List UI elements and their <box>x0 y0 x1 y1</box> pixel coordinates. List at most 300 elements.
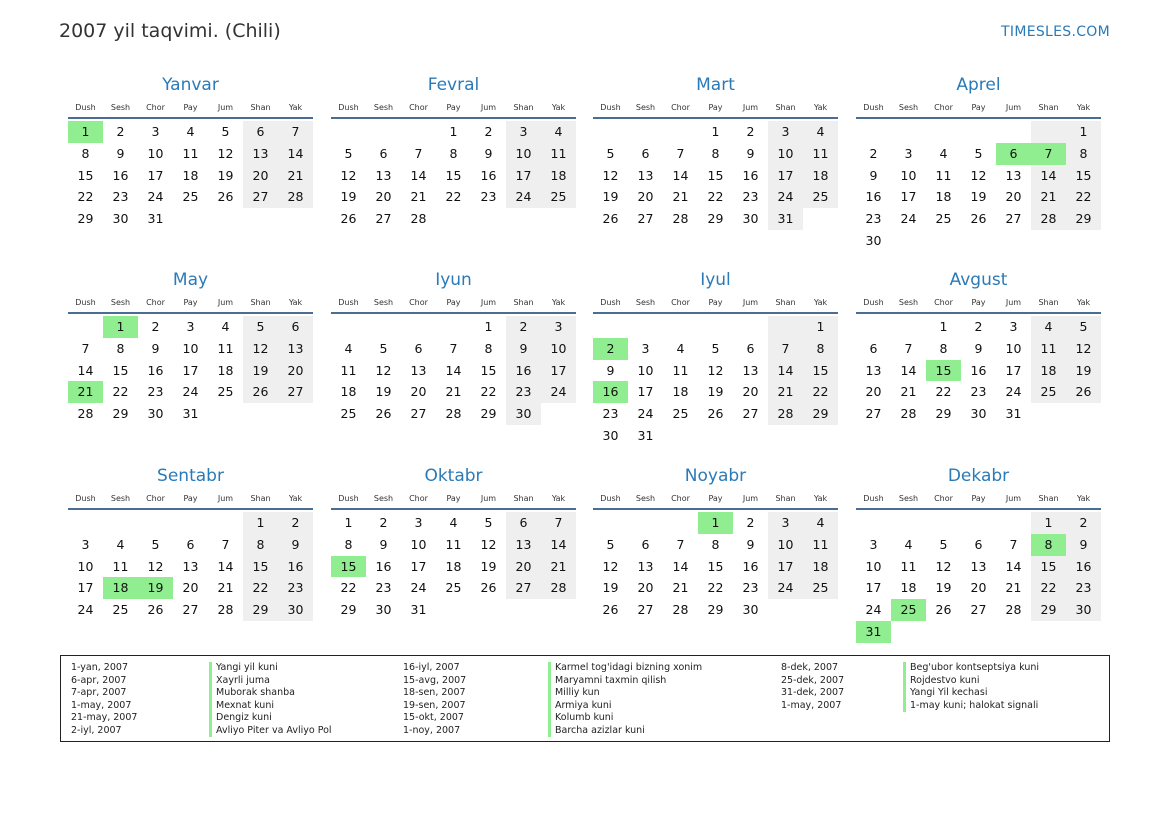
day-cell[interactable]: 20 <box>637 189 654 205</box>
day-cell[interactable]: 2 <box>278 512 313 534</box>
day-cell[interactable]: 16 <box>593 381 628 403</box>
day-cell[interactable]: 1 <box>243 512 278 534</box>
day-cell[interactable]: 26 <box>340 211 357 227</box>
day-cell[interactable]: 23 <box>147 384 164 400</box>
day-cell[interactable]: 28 <box>900 406 917 422</box>
day-cell[interactable]: 22 <box>707 189 724 205</box>
day-cell[interactable]: 27 <box>865 406 882 422</box>
day-cell[interactable]: 14 <box>217 558 234 574</box>
day-cell[interactable]: 8 <box>449 145 458 161</box>
day-cell[interactable]: 7 <box>449 340 458 356</box>
day-cell[interactable]: 2 <box>506 316 541 338</box>
day-cell[interactable]: 3 <box>506 121 541 143</box>
day-cell[interactable]: 11 <box>672 362 689 378</box>
day-cell[interactable]: 21 <box>768 381 803 403</box>
day-cell[interactable]: 8 <box>116 340 125 356</box>
day-cell[interactable]: 12 <box>602 167 619 183</box>
day-cell[interactable]: 24 <box>506 186 541 208</box>
day-cell[interactable]: 23 <box>742 189 759 205</box>
day-cell[interactable]: 9 <box>1066 534 1101 556</box>
day-cell[interactable]: 25 <box>541 186 576 208</box>
day-cell[interactable]: 4 <box>803 121 838 143</box>
day-cell[interactable]: 20 <box>1005 189 1022 205</box>
day-cell[interactable]: 11 <box>541 143 576 165</box>
day-cell[interactable]: 1 <box>103 316 138 338</box>
day-cell[interactable]: 10 <box>637 362 654 378</box>
day-cell[interactable]: 2 <box>151 319 160 334</box>
day-cell[interactable]: 7 <box>904 340 913 356</box>
day-cell[interactable]: 10 <box>541 338 576 360</box>
day-cell[interactable]: 26 <box>147 602 164 618</box>
day-cell[interactable]: 14 <box>541 534 576 556</box>
day-cell[interactable]: 15 <box>331 556 366 578</box>
day-cell[interactable]: 10 <box>410 536 427 552</box>
day-cell[interactable]: 6 <box>414 340 423 356</box>
day-cell[interactable]: 15 <box>1066 165 1101 187</box>
day-cell[interactable]: 8 <box>81 145 90 161</box>
day-cell[interactable]: 21 <box>672 580 689 596</box>
day-cell[interactable]: 27 <box>506 577 541 599</box>
day-cell[interactable]: 9 <box>974 340 983 356</box>
day-cell[interactable]: 25 <box>935 211 952 227</box>
day-cell[interactable]: 4 <box>1031 316 1066 338</box>
day-cell[interactable]: 15 <box>112 362 129 378</box>
day-cell[interactable]: 2 <box>746 124 755 139</box>
day-cell[interactable]: 20 <box>410 384 427 400</box>
day-cell[interactable]: 12 <box>243 338 278 360</box>
day-cell[interactable]: 14 <box>1031 165 1066 187</box>
day-cell[interactable]: 27 <box>375 211 392 227</box>
day-cell[interactable]: 14 <box>672 558 689 574</box>
day-cell[interactable]: 15 <box>77 167 94 183</box>
day-cell[interactable]: 16 <box>278 556 313 578</box>
day-cell[interactable]: 16 <box>1066 556 1101 578</box>
day-cell[interactable]: 19 <box>602 189 619 205</box>
day-cell[interactable]: 25 <box>445 580 462 596</box>
day-cell[interactable]: 9 <box>151 340 160 356</box>
day-cell[interactable]: 22 <box>480 384 497 400</box>
day-cell[interactable]: 21 <box>672 189 689 205</box>
day-cell[interactable]: 12 <box>970 167 987 183</box>
day-cell[interactable]: 16 <box>506 360 541 382</box>
day-cell[interactable]: 20 <box>742 384 759 400</box>
day-cell[interactable]: 21 <box>1031 186 1066 208</box>
day-cell[interactable]: 24 <box>147 189 164 205</box>
day-cell[interactable]: 26 <box>375 406 392 422</box>
day-cell[interactable]: 1 <box>449 124 458 139</box>
day-cell[interactable]: 9 <box>484 145 493 161</box>
day-cell[interactable]: 27 <box>970 602 987 618</box>
day-cell[interactable]: 16 <box>147 362 164 378</box>
day-cell[interactable]: 11 <box>340 362 357 378</box>
day-cell[interactable]: 26 <box>480 580 497 596</box>
day-cell[interactable]: 26 <box>243 381 278 403</box>
day-cell[interactable]: 25 <box>182 189 199 205</box>
day-cell[interactable]: 10 <box>768 534 803 556</box>
day-cell[interactable]: 4 <box>449 515 458 530</box>
day-cell[interactable]: 8 <box>1066 143 1101 165</box>
day-cell[interactable]: 29 <box>243 599 278 621</box>
day-cell[interactable]: 8 <box>243 534 278 556</box>
day-cell[interactable]: 5 <box>484 515 493 530</box>
day-cell[interactable]: 6 <box>746 340 755 356</box>
day-cell[interactable]: 29 <box>707 602 724 618</box>
day-cell[interactable]: 28 <box>768 403 803 425</box>
day-cell[interactable]: 27 <box>1005 211 1022 227</box>
day-cell[interactable]: 3 <box>81 536 90 552</box>
day-cell[interactable]: 28 <box>1005 602 1022 618</box>
day-cell[interactable]: 8 <box>711 145 720 161</box>
day-cell[interactable]: 6 <box>506 512 541 534</box>
day-cell[interactable]: 17 <box>637 384 654 400</box>
day-cell[interactable]: 19 <box>138 577 173 599</box>
day-cell[interactable]: 14 <box>445 362 462 378</box>
day-cell[interactable]: 26 <box>602 211 619 227</box>
day-cell[interactable]: 20 <box>243 165 278 187</box>
day-cell[interactable]: 29 <box>1066 208 1101 230</box>
day-cell[interactable]: 22 <box>445 189 462 205</box>
day-cell[interactable]: 17 <box>506 165 541 187</box>
day-cell[interactable]: 18 <box>803 556 838 578</box>
day-cell[interactable]: 23 <box>506 381 541 403</box>
day-cell[interactable]: 29 <box>707 211 724 227</box>
day-cell[interactable]: 16 <box>970 362 987 378</box>
day-cell[interactable]: 6 <box>974 536 983 552</box>
day-cell[interactable]: 6 <box>278 316 313 338</box>
day-cell[interactable]: 7 <box>676 536 685 552</box>
day-cell[interactable]: 6 <box>379 145 388 161</box>
day-cell[interactable]: 11 <box>182 145 199 161</box>
day-cell[interactable]: 9 <box>379 536 388 552</box>
day-cell[interactable]: 23 <box>480 189 497 205</box>
day-cell[interactable]: 13 <box>410 362 427 378</box>
day-cell[interactable]: 5 <box>939 536 948 552</box>
day-cell[interactable]: 21 <box>445 384 462 400</box>
day-cell[interactable]: 31 <box>1005 406 1022 422</box>
day-cell[interactable]: 27 <box>243 186 278 208</box>
day-cell[interactable]: 3 <box>904 145 913 161</box>
day-cell[interactable]: 4 <box>541 121 576 143</box>
day-cell[interactable]: 3 <box>869 536 878 552</box>
day-cell[interactable]: 16 <box>742 167 759 183</box>
day-cell[interactable]: 18 <box>445 558 462 574</box>
day-cell[interactable]: 18 <box>803 165 838 187</box>
day-cell[interactable]: 12 <box>147 558 164 574</box>
day-cell[interactable]: 2 <box>869 145 878 161</box>
day-cell[interactable]: 5 <box>606 145 615 161</box>
day-cell[interactable]: 15 <box>243 556 278 578</box>
day-cell[interactable]: 2 <box>484 124 493 139</box>
day-cell[interactable]: 18 <box>1031 360 1066 382</box>
day-cell[interactable]: 23 <box>865 211 882 227</box>
day-cell[interactable]: 24 <box>541 381 576 403</box>
day-cell[interactable]: 3 <box>186 319 195 334</box>
day-cell[interactable]: 19 <box>935 580 952 596</box>
day-cell[interactable]: 18 <box>900 580 917 596</box>
day-cell[interactable]: 24 <box>182 384 199 400</box>
day-cell[interactable]: 11 <box>1031 338 1066 360</box>
day-cell[interactable]: 1 <box>1066 121 1101 143</box>
day-cell[interactable]: 22 <box>935 384 952 400</box>
day-cell[interactable]: 3 <box>768 121 803 143</box>
day-cell[interactable]: 11 <box>112 558 129 574</box>
day-cell[interactable]: 30 <box>742 602 759 618</box>
day-cell[interactable]: 30 <box>1066 599 1101 621</box>
day-cell[interactable]: 19 <box>340 189 357 205</box>
day-cell[interactable]: 31 <box>182 406 199 422</box>
day-cell[interactable]: 25 <box>340 406 357 422</box>
day-cell[interactable]: 8 <box>484 340 493 356</box>
day-cell[interactable]: 19 <box>1066 360 1101 382</box>
day-cell[interactable]: 12 <box>707 362 724 378</box>
day-cell[interactable]: 31 <box>637 427 654 443</box>
day-cell[interactable]: 1 <box>698 512 733 534</box>
day-cell[interactable]: 17 <box>541 360 576 382</box>
day-cell[interactable]: 2 <box>379 515 388 530</box>
day-cell[interactable]: 6 <box>996 143 1031 165</box>
day-cell[interactable]: 12 <box>340 167 357 183</box>
day-cell[interactable]: 7 <box>1009 536 1018 552</box>
day-cell[interactable]: 5 <box>344 145 353 161</box>
day-cell[interactable]: 3 <box>541 316 576 338</box>
day-cell[interactable]: 28 <box>278 186 313 208</box>
day-cell[interactable]: 27 <box>410 406 427 422</box>
day-cell[interactable]: 31 <box>410 602 427 618</box>
day-cell[interactable]: 13 <box>182 558 199 574</box>
day-cell[interactable]: 24 <box>410 580 427 596</box>
day-cell[interactable]: 25 <box>672 406 689 422</box>
day-cell[interactable]: 22 <box>803 381 838 403</box>
day-cell[interactable]: 19 <box>602 580 619 596</box>
day-cell[interactable]: 13 <box>243 143 278 165</box>
day-cell[interactable]: 8 <box>939 340 948 356</box>
day-cell[interactable]: 11 <box>935 167 952 183</box>
day-cell[interactable]: 26 <box>217 189 234 205</box>
day-cell[interactable]: 31 <box>768 208 803 230</box>
day-cell[interactable]: 30 <box>865 232 882 248</box>
day-cell[interactable]: 27 <box>742 406 759 422</box>
day-cell[interactable]: 5 <box>711 340 720 356</box>
day-cell[interactable]: 2 <box>974 319 983 334</box>
day-cell[interactable]: 22 <box>243 577 278 599</box>
day-cell[interactable]: 6 <box>641 536 650 552</box>
day-cell[interactable]: 10 <box>506 143 541 165</box>
day-cell[interactable]: 11 <box>445 536 462 552</box>
day-cell[interactable]: 12 <box>935 558 952 574</box>
day-cell[interactable]: 16 <box>480 167 497 183</box>
day-cell[interactable]: 1 <box>711 124 720 139</box>
day-cell[interactable]: 17 <box>865 580 882 596</box>
day-cell[interactable]: 9 <box>278 534 313 556</box>
day-cell[interactable]: 1 <box>1031 512 1066 534</box>
day-cell[interactable]: 28 <box>1031 208 1066 230</box>
day-cell[interactable]: 4 <box>904 536 913 552</box>
day-cell[interactable]: 8 <box>344 536 353 552</box>
day-cell[interactable]: 28 <box>217 602 234 618</box>
day-cell[interactable]: 26 <box>707 406 724 422</box>
day-cell[interactable]: 6 <box>243 121 278 143</box>
day-cell[interactable]: 21 <box>278 165 313 187</box>
day-cell[interactable]: 28 <box>541 577 576 599</box>
day-cell[interactable]: 17 <box>410 558 427 574</box>
day-cell[interactable]: 7 <box>1031 143 1066 165</box>
day-cell[interactable]: 20 <box>865 384 882 400</box>
day-cell[interactable]: 24 <box>1005 384 1022 400</box>
day-cell[interactable]: 31 <box>856 621 891 643</box>
day-cell[interactable]: 3 <box>151 124 160 139</box>
day-cell[interactable]: 18 <box>340 384 357 400</box>
day-cell[interactable]: 1 <box>939 319 948 334</box>
day-cell[interactable]: 30 <box>147 406 164 422</box>
day-cell[interactable]: 4 <box>186 124 195 139</box>
day-cell[interactable]: 13 <box>506 534 541 556</box>
day-cell[interactable]: 29 <box>935 406 952 422</box>
day-cell[interactable]: 30 <box>112 211 129 227</box>
day-cell[interactable]: 18 <box>217 362 234 378</box>
day-cell[interactable]: 30 <box>742 211 759 227</box>
day-cell[interactable]: 4 <box>344 340 353 356</box>
day-cell[interactable]: 10 <box>182 340 199 356</box>
day-cell[interactable]: 30 <box>506 403 541 425</box>
day-cell[interactable]: 22 <box>1031 577 1066 599</box>
day-cell[interactable]: 20 <box>637 580 654 596</box>
day-cell[interactable]: 10 <box>865 558 882 574</box>
day-cell[interactable]: 10 <box>768 143 803 165</box>
day-cell[interactable]: 7 <box>676 145 685 161</box>
day-cell[interactable]: 13 <box>1005 167 1022 183</box>
day-cell[interactable]: 25 <box>803 186 838 208</box>
day-cell[interactable]: 23 <box>278 577 313 599</box>
day-cell[interactable]: 1 <box>344 515 353 530</box>
day-cell[interactable]: 5 <box>606 536 615 552</box>
day-cell[interactable]: 15 <box>707 558 724 574</box>
day-cell[interactable]: 21 <box>410 189 427 205</box>
day-cell[interactable]: 16 <box>865 189 882 205</box>
day-cell[interactable]: 13 <box>742 362 759 378</box>
day-cell[interactable]: 11 <box>803 143 838 165</box>
day-cell[interactable]: 10 <box>900 167 917 183</box>
day-cell[interactable]: 24 <box>77 602 94 618</box>
day-cell[interactable]: 16 <box>742 558 759 574</box>
day-cell[interactable]: 27 <box>278 381 313 403</box>
day-cell[interactable]: 23 <box>602 406 619 422</box>
day-cell[interactable]: 30 <box>375 602 392 618</box>
day-cell[interactable]: 25 <box>1031 381 1066 403</box>
day-cell[interactable]: 23 <box>970 384 987 400</box>
day-cell[interactable]: 14 <box>900 362 917 378</box>
day-cell[interactable]: 8 <box>803 338 838 360</box>
day-cell[interactable]: 28 <box>672 211 689 227</box>
day-cell[interactable]: 14 <box>768 360 803 382</box>
day-cell[interactable]: 29 <box>77 211 94 227</box>
day-cell[interactable]: 26 <box>602 602 619 618</box>
day-cell[interactable]: 19 <box>375 384 392 400</box>
day-cell[interactable]: 5 <box>151 536 160 552</box>
day-cell[interactable]: 20 <box>970 580 987 596</box>
day-cell[interactable]: 1 <box>68 121 103 143</box>
day-cell[interactable]: 7 <box>81 340 90 356</box>
day-cell[interactable]: 27 <box>182 602 199 618</box>
day-cell[interactable]: 14 <box>1005 558 1022 574</box>
day-cell[interactable]: 3 <box>1009 319 1018 334</box>
day-cell[interactable]: 5 <box>974 145 983 161</box>
day-cell[interactable]: 8 <box>1031 534 1066 556</box>
day-cell[interactable]: 19 <box>217 167 234 183</box>
day-cell[interactable]: 5 <box>221 124 230 139</box>
day-cell[interactable]: 14 <box>278 143 313 165</box>
day-cell[interactable]: 21 <box>68 381 103 403</box>
day-cell[interactable]: 6 <box>641 145 650 161</box>
day-cell[interactable]: 5 <box>1066 316 1101 338</box>
day-cell[interactable]: 20 <box>375 189 392 205</box>
day-cell[interactable]: 9 <box>506 338 541 360</box>
day-cell[interactable]: 17 <box>768 556 803 578</box>
day-cell[interactable]: 25 <box>217 384 234 400</box>
day-cell[interactable]: 9 <box>606 362 615 378</box>
day-cell[interactable]: 20 <box>278 360 313 382</box>
day-cell[interactable]: 26 <box>970 211 987 227</box>
day-cell[interactable]: 16 <box>375 558 392 574</box>
day-cell[interactable]: 30 <box>602 427 619 443</box>
day-cell[interactable]: 13 <box>637 558 654 574</box>
day-cell[interactable]: 30 <box>970 406 987 422</box>
day-cell[interactable]: 12 <box>1066 338 1101 360</box>
day-cell[interactable]: 17 <box>147 167 164 183</box>
day-cell[interactable]: 14 <box>77 362 94 378</box>
day-cell[interactable]: 28 <box>77 406 94 422</box>
day-cell[interactable]: 24 <box>768 577 803 599</box>
day-cell[interactable]: 18 <box>182 167 199 183</box>
day-cell[interactable]: 7 <box>278 121 313 143</box>
day-cell[interactable]: 15 <box>480 362 497 378</box>
day-cell[interactable]: 15 <box>803 360 838 382</box>
day-cell[interactable]: 22 <box>707 580 724 596</box>
day-cell[interactable]: 17 <box>1005 362 1022 378</box>
day-cell[interactable]: 7 <box>541 512 576 534</box>
day-cell[interactable]: 17 <box>77 580 94 596</box>
day-cell[interactable]: 25 <box>112 602 129 618</box>
day-cell[interactable]: 2 <box>1066 512 1101 534</box>
day-cell[interactable]: 24 <box>865 602 882 618</box>
day-cell[interactable]: 15 <box>445 167 462 183</box>
day-cell[interactable]: 13 <box>375 167 392 183</box>
day-cell[interactable]: 26 <box>1066 381 1101 403</box>
day-cell[interactable]: 3 <box>414 515 423 530</box>
day-cell[interactable]: 26 <box>935 602 952 618</box>
day-cell[interactable]: 7 <box>768 338 803 360</box>
day-cell[interactable]: 15 <box>1031 556 1066 578</box>
day-cell[interactable]: 22 <box>340 580 357 596</box>
day-cell[interactable]: 20 <box>182 580 199 596</box>
day-cell[interactable]: 18 <box>541 165 576 187</box>
day-cell[interactable]: 17 <box>182 362 199 378</box>
day-cell[interactable]: 3 <box>768 512 803 534</box>
day-cell[interactable]: 4 <box>939 145 948 161</box>
day-cell[interactable]: 8 <box>711 536 720 552</box>
day-cell[interactable]: 3 <box>641 340 650 356</box>
day-cell[interactable]: 4 <box>803 512 838 534</box>
day-cell[interactable]: 18 <box>935 189 952 205</box>
day-cell[interactable]: 27 <box>637 211 654 227</box>
day-cell[interactable]: 11 <box>217 340 234 356</box>
day-cell[interactable]: 15 <box>707 167 724 183</box>
day-cell[interactable]: 21 <box>900 384 917 400</box>
day-cell[interactable]: 13 <box>278 338 313 360</box>
day-cell[interactable]: 7 <box>414 145 423 161</box>
day-cell[interactable]: 13 <box>970 558 987 574</box>
day-cell[interactable]: 14 <box>672 167 689 183</box>
day-cell[interactable]: 28 <box>672 602 689 618</box>
